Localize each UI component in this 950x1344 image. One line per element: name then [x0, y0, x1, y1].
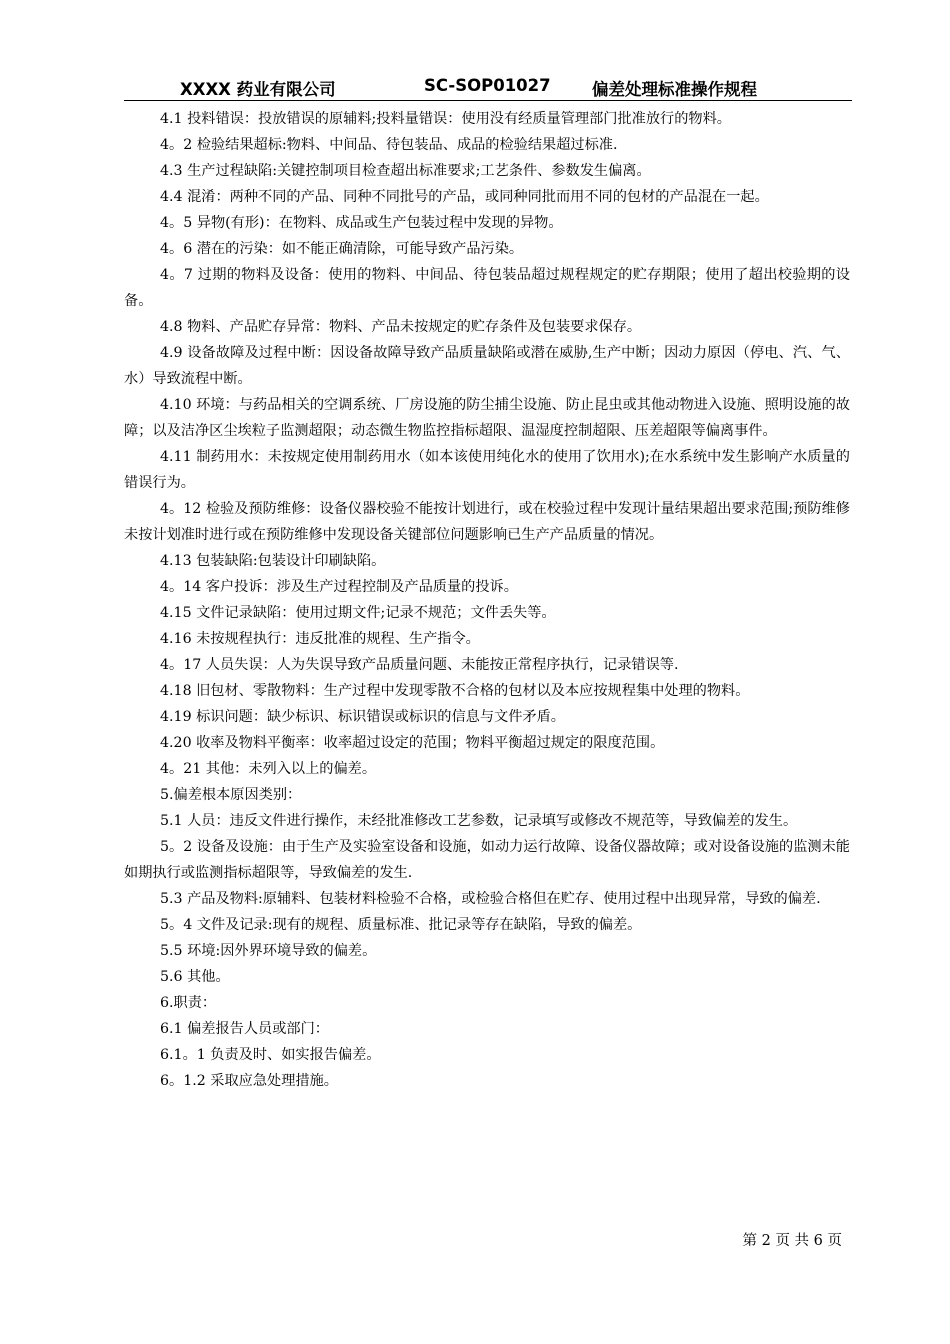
paragraph-4-20: 4.20 收率及物料平衡率：收率超过设定的范围；物料平衡超过规定的限度范围。 — [160, 735, 665, 751]
section-6-heading: 6.职责： — [160, 995, 217, 1011]
paragraph-4-1: 4.1 投料错误：投放错误的原辅料;投料量错误：使用没有经质量管理部门批准放行的物料。 — [160, 111, 731, 127]
company-name: XXXX 药业有限公司 — [180, 80, 336, 99]
paragraph-4-15: 4.15 文件记录缺陷：使用过期文件;记录不规范；文件丢失等。 — [160, 605, 556, 621]
paragraph-4-21: 4。21 其他：未列入以上的偏差。 — [160, 761, 377, 777]
paragraph-4-16: 4.16 未按规程执行：违反批准的规程、生产指令。 — [160, 631, 480, 647]
paragraph-4-17: 4。17 人员失误：人为失误导致产品质量问题、未能按正常程序执行，记录错误等. — [160, 657, 679, 673]
paragraph-4-7: 4。7 过期的物料及设备：使用的物料、中间品、待包装品超过规程规定的贮存期限；使用了超出校验期的设备。 — [124, 267, 850, 309]
paragraph-4-14: 4。14 客户投诉：涉及生产过程控制及产品质量的投诉。 — [160, 579, 518, 595]
paragraph-4-2: 4。2 检验结果超标:物料、中间品、待包装品、成品的检验结果超过标准. — [160, 137, 618, 153]
paragraph-4-11: 4.11 制药用水：未按规定使用制药用水（如本该使用纯化水的使用了饮用水);在水系统中发生影响产水质量的错误行为。 — [124, 449, 850, 491]
paragraph-4-8: 4.8 物料、产品贮存异常：物料、产品未按规定的贮存条件及包装要求保存。 — [160, 319, 642, 335]
document-body — [124, 106, 850, 1094]
paragraph-4-5: 4。5 异物(有形)：在物料、成品或生产包装过程中发现的异物。 — [160, 215, 563, 231]
paragraph-5-3: 5.3 产品及物料:原辅料、包装材料检验不合格，或检验合格但在贮存、使用过程中出现异常，导致的偏差. — [160, 891, 821, 907]
paragraph-4-13: 4.13 包装缺陷:包装设计印刷缺陷。 — [160, 553, 386, 569]
paragraph-6-1: 6.1 偏差报告人员或部门： — [160, 1021, 329, 1037]
page-header — [124, 74, 852, 101]
paragraph-5-2: 5。2 设备及设施：由于生产及实验室设备和设施，如动力运行故障、设备仪器故障；或对设备设施的监测未能如期执行或监测指标超限等，导致偏差的发生. — [124, 839, 850, 881]
page-number: 第 2 页 共 6 页 — [742, 1233, 842, 1249]
paragraph-4-19: 4.19 标识问题：缺少标识、标识错误或标识的信息与文件矛盾。 — [160, 709, 565, 725]
paragraph-4-10: 4.10 环境：与药品相关的空调系统、厂房设施的防尘捕尘设施、防止昆虫或其他动物进入设施、照明设施的故障；以及洁净区尘埃粒子监测超限；动态微生物监控指标超限、温湿度控制超限、压差超限等偏离事件。 — [124, 397, 850, 439]
paragraph-6-1-1: 6.1。1 负责及时、如实报告偏差。 — [160, 1047, 381, 1063]
paragraph-5-4: 5。4 文件及记录:现有的规程、质量标准、批记录等存在缺陷，导致的偏差。 — [160, 917, 642, 933]
paragraph-4-18: 4.18 旧包材、零散物料：生产过程中发现零散不合格的包材以及本应按规程集中处理的物料。 — [160, 683, 750, 699]
document-code: SC-SOP01027 — [424, 76, 551, 95]
section-5-heading: 5.偏差根本原因类别： — [160, 787, 302, 803]
paragraph-5-1: 5.1 人员：违反文件进行操作，未经批准修改工艺参数，记录填写或修改不规范等，导致偏差的发生。 — [160, 813, 798, 829]
paragraph-4-4: 4.4 混淆：两种不同的产品、同种不同批号的产品，或同种同批而用不同的包材的产品混在一起。 — [160, 189, 769, 205]
paragraph-5-5: 5.5 环境:因外界环境导致的偏差。 — [160, 943, 377, 959]
paragraph-4-9: 4.9 设备故障及过程中断：因设备故障导致产品质量缺陷或潜在威胁,生产中断；因动力原因（停电、汽、气、水）导致流程中断。 — [124, 345, 850, 387]
paragraph-4-3: 4.3 生产过程缺陷:关键控制项目检查超出标准要求;工艺条件、参数发生偏离。 — [160, 163, 651, 179]
paragraph-5-6: 5.6 其他。 — [160, 969, 230, 985]
paragraph-6-1-2: 6。1.2 采取应急处理措施。 — [160, 1073, 338, 1089]
paragraph-4-12: 4。12 检验及预防维修：设备仪器校验不能按计划进行，或在校验过程中发现计量结果超出要求范围;预防维修未按计划准时进行或在预防维修中发现设备关键部位问题影响已生产产品质量的情况。 — [124, 501, 850, 543]
paragraph-4-6: 4。6 潜在的污染：如不能正确清除，可能导致产品污染。 — [160, 241, 524, 257]
document-title: 偏差处理标准操作规程 — [592, 80, 757, 99]
